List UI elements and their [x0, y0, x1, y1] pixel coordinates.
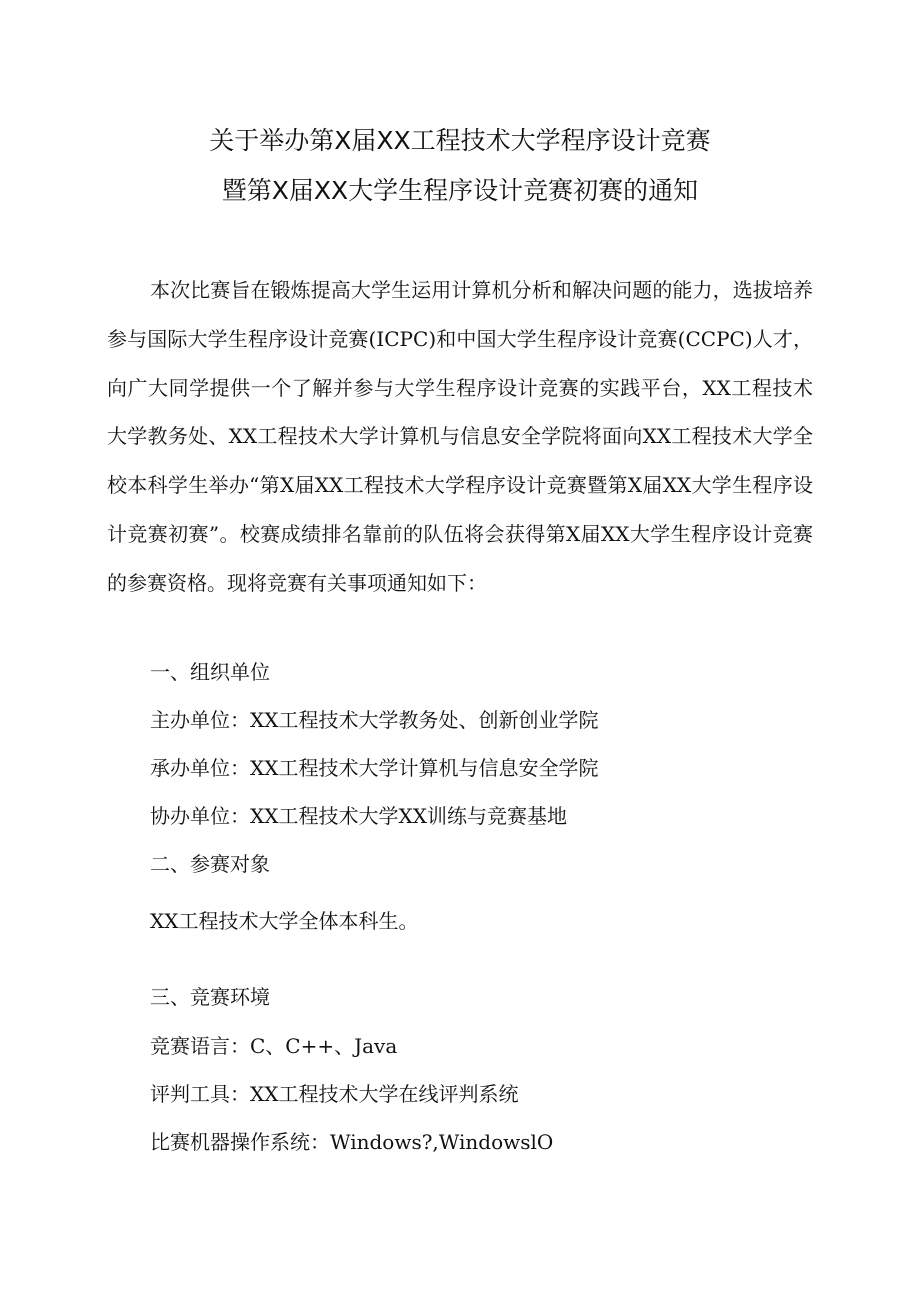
document-title-line-1: 关于举办第X届XX工程技术大学程序设计竞赛 — [209, 126, 711, 155]
os-line: 比赛机器操作系统：Windows?,WindowslO — [150, 1130, 554, 1154]
participants-line: XX工程技术大学全体本科生。 — [150, 909, 419, 933]
intro-paragraph: 本次比赛旨在锻炼提高大学生运用计算机分析和解决问题的能力，选拔培养参与国际大学生程序设计竞赛(ICPC)和中国大学生程序设计竞赛(CCPC)人才，向广大同学提供一个了解并参与大学生程序设计竞赛的实践平台，XX工程技术大学教务处、XX工程技术大学计算机与信息安全学院将面向XX工程技术大学全校本科学生举办“第X届XX工程技术大学程序设计竞赛暨第X届XX大学生程序设计竞赛初赛”。校赛成绩排名靠前的队伍将会获得第X届XX大学生程序设计竞赛的参赛资格。现将竞赛有关事项通知如下： — [107, 278, 813, 595]
section-heading-environment: 三、竞赛环境 — [150, 985, 270, 1009]
document-title-line-2: 暨第X届XX大学生程序设计竞赛初赛的通知 — [221, 176, 699, 205]
host-unit-line: 主办单位：XX工程技术大学教务处、创新创业学院 — [150, 708, 599, 732]
judge-tool-line: 评判工具：XX工程技术大学在线评判系统 — [150, 1082, 519, 1106]
co-organizer-unit-line: 协办单位：XX工程技术大学XX训练与竞赛基地 — [150, 804, 567, 828]
section-heading-participants: 二、参赛对象 — [150, 852, 270, 876]
languages-line: 竞赛语言：C、C++、Java — [150, 1034, 398, 1058]
section-heading-organizers: 一、组织单位 — [150, 660, 270, 684]
organizer-unit-line: 承办单位：XX工程技术大学计算机与信息安全学院 — [150, 756, 599, 780]
